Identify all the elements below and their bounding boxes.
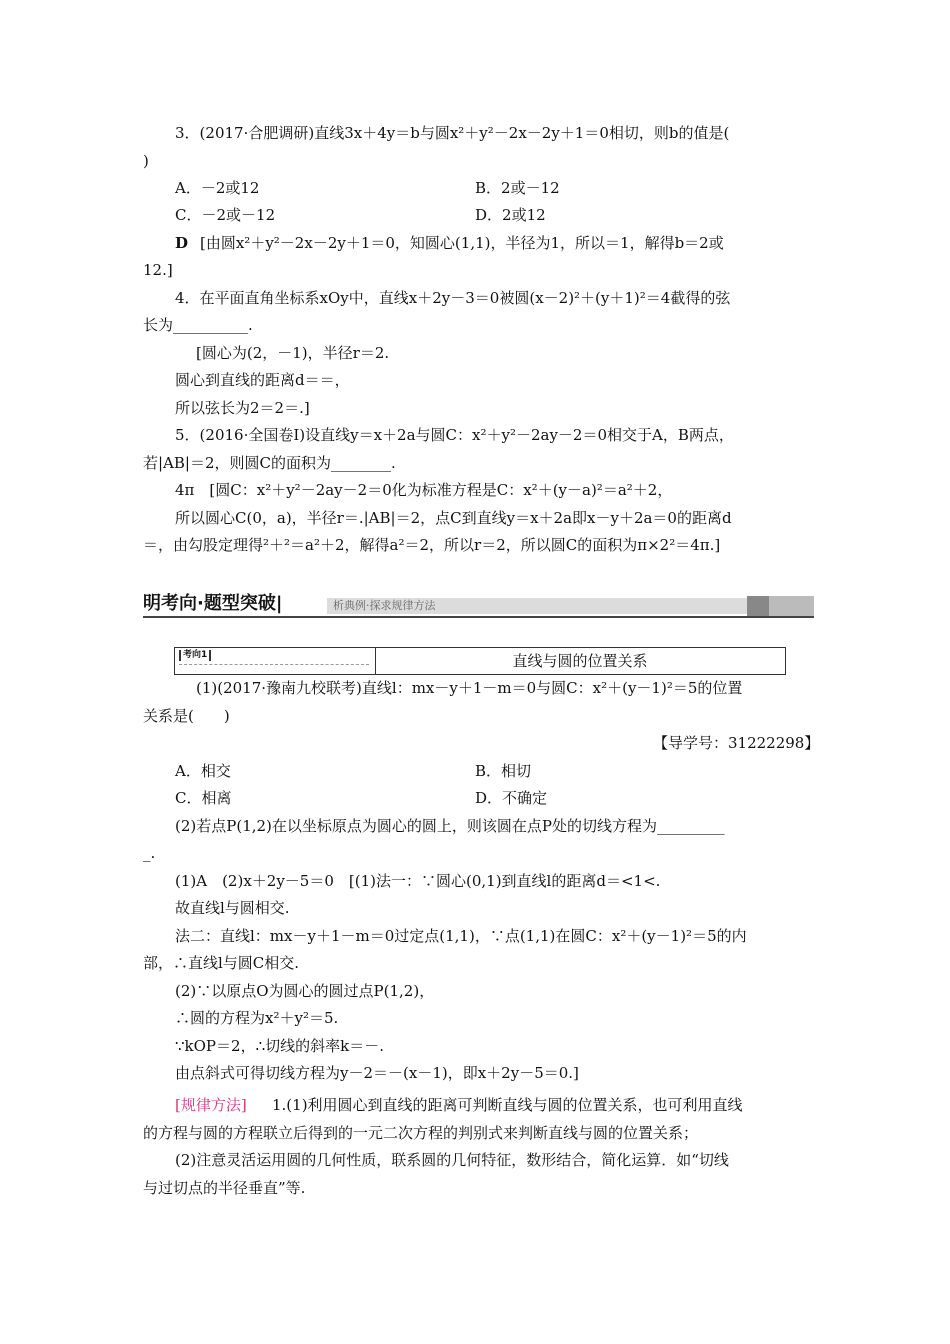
text-line: (1)A (2)x＋2y－5＝0 [(1)法一：∵圆心(0,1)到直线l的距离d＝<1<. <box>175 872 661 890</box>
text-line: 若|AB|＝2，则圆C的面积为________. <box>143 454 396 472</box>
banner-subtitle: 析典例·探求规律方法 <box>327 598 753 614</box>
banner-underline <box>143 616 814 618</box>
text-line: 1.(1)利用圆心到直线的距离可判断直线与圆的位置关系，也可利用直线 <box>272 1096 743 1114</box>
topic-header-table <box>174 647 786 675</box>
text-line: [规律方法] <box>175 1096 247 1114</box>
text-line: _. <box>143 844 156 862</box>
text-line: 关系是( ) <box>143 707 230 725</box>
text-line: ∵kOP＝2，∴切线的斜率k＝－. <box>175 1037 384 1055</box>
topic-title: 直线与圆的位置关系 <box>512 652 648 670</box>
banner-decor-dark <box>747 596 769 616</box>
text-line: (1)(2017·豫南九校联考)直线l：mx－y＋1－m＝0与圆C：x²＋(y－1)²＝5的位置 <box>196 679 743 697</box>
text-line: 5．(2016·全国卷Ⅰ)设直线y＝x＋2a与圆C：x²＋y²－2ay－2＝0相交于A，B两点， <box>175 426 734 444</box>
text-line: 由点斜式可得切线方程为y－2＝－(x－1)，即x＋2y－5＝0.] <box>175 1064 579 1082</box>
banner-decor-light <box>769 596 814 616</box>
text-line: D．2或12 <box>475 206 546 224</box>
text-line: ) <box>143 152 149 170</box>
text-line: 12.] <box>143 261 173 279</box>
text-line: 与过切点的半径垂直”等. <box>143 1179 306 1197</box>
text-line: C．－2或－12 <box>175 206 276 224</box>
text-line: (2)∵以原点O为圆心的圆过点P(1,2)， <box>175 982 435 1000</box>
text-line: D <box>175 234 189 252</box>
text-line: 所以弦长为2＝2＝.] <box>175 399 310 417</box>
text-line: A．－2或12 <box>175 179 260 197</box>
text-line: (2)若点P(1,2)在以坐标原点为圆心的圆上，则该圆在点P处的切线方程为_________ <box>175 817 725 835</box>
text-line: 【导学号：31222298】 <box>653 734 820 752</box>
text-line: 圆心到直线的距离d＝＝， <box>175 371 350 389</box>
text-line: 所以圆心C(0，a)，半径r＝.|AB|＝2，点C到直线y＝x＋2a即x－y＋2a＝0的距离d <box>175 509 732 527</box>
text-line: [由圆x²＋y²－2x－2y＋1＝0，知圆心(1,1)，半径为1，所以＝1，解得b＝2或 <box>200 234 724 252</box>
dashed-divider <box>179 664 369 665</box>
text-line: [圆心为(2，－1)，半径r＝2. <box>196 344 390 362</box>
text-line: A．相交 <box>175 762 231 780</box>
text-line: 4．在平面直角坐标系xOy中，直线x＋2y－3＝0被圆(x－2)²＋(y＋1)²＝4截得的弦 <box>175 289 731 307</box>
text-line: 4π [圆C：x²＋y²－2ay－2＝0化为标准方程是C：x²＋(y－a)²＝a²＋2， <box>175 481 673 499</box>
text-line: 法二：直线l：mx－y＋1－m＝0过定点(1,1)，∵点(1,1)在圆C：x²＋(y－1)²＝5的内 <box>175 927 747 945</box>
text-line: 部，∴直线l与圆C相交. <box>143 954 300 972</box>
text-line: C．相离 <box>175 789 232 807</box>
text-line: 的方程与圆的方程联立后得到的一元二次方程的判别式来判断直线与圆的位置关系； <box>143 1124 699 1142</box>
text-line: ∴圆的方程为x²＋y²＝5. <box>175 1009 339 1027</box>
text-line: 长为__________. <box>143 316 253 334</box>
section-banner <box>143 592 814 618</box>
topic-tag-cell <box>175 648 376 674</box>
text-line: B．2或－12 <box>475 179 560 197</box>
banner-title: 明考向·题型突破| <box>143 593 283 614</box>
text-line: ＝，由勾股定理得²＋²＝a²＋2，解得a²＝2，所以r＝2，所以圆C的面积为π×2²＝4π.] <box>143 536 721 554</box>
text-line: D．不确定 <box>475 789 548 807</box>
text-line: 故直线l与圆相交. <box>175 899 290 917</box>
text-line: B．相切 <box>475 762 532 780</box>
text-line: (2)注意灵活运用圆的几何性质，联系圆的几何特征，数形结合，简化运算．如“切线 <box>175 1151 729 1169</box>
text-line: 3．(2017·合肥调研)直线3x＋4y＝b与圆x²＋y²－2x－2y＋1＝0相切，则b的值是( <box>175 124 730 142</box>
topic-tag: 考向1 <box>179 650 211 661</box>
